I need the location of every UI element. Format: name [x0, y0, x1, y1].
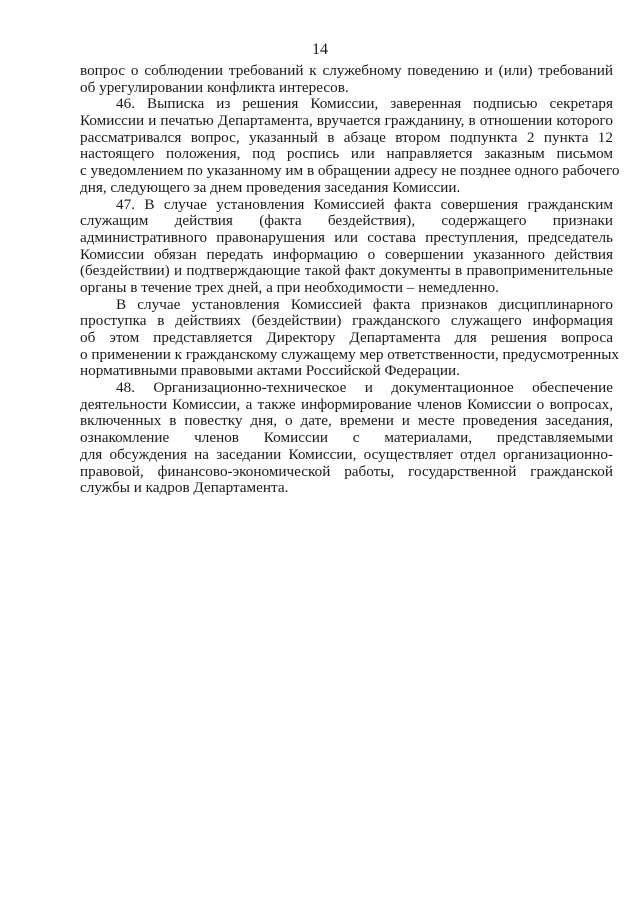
text-line: вопрос о соблюдении требований к служебному поведению и (или) требований: [80, 62, 613, 79]
text-line: рассматривался вопрос, указанный в абзаце втором подпункта 2 пункта 12: [80, 128, 613, 146]
text-line: настоящего положения, под роспись или направляется заказным письмом: [80, 145, 613, 163]
text-line: (бездействии) и подтверждающие такой факт документы в правоприменительные: [80, 262, 613, 280]
paragraph: [80, 63, 613, 96]
paragraph: [80, 95, 620, 196]
text-line: Комиссии и печатью Департамента, вручается гражданину, в отношении которого: [80, 112, 613, 130]
text-line: правовой, финансово-экономической работы, государственной гражданской: [80, 462, 613, 480]
paragraph: [80, 295, 619, 380]
text-line: для обсуждения на заседании Комиссии, осуществляет отдел организационно-: [80, 445, 613, 463]
text-line: 48. Организационно-техническое и документационное обеспечение: [116, 379, 613, 397]
text-line: о применении к гражданскому служащему мер ответственности, предусмотренных: [80, 345, 619, 363]
text-line: В случае установления Комиссией факта признаков дисциплинарного: [116, 295, 613, 313]
text-line: деятельности Комиссии, а также информирование членов Комиссии о вопросах,: [80, 395, 613, 413]
text-line: органы в течение трех дней, а при необходимости – немедленно.: [80, 278, 499, 296]
text-line: включенных в повестку дня, о дате, времени и месте проведения заседания,: [80, 412, 613, 430]
text-line: Комиссии обязан передать информацию о совершении указанного действия: [80, 245, 613, 263]
text-line: 46. Выписка из решения Комиссии, заверенная подписью секретаря: [116, 95, 613, 113]
text-line: об урегулировании конфликта интересов.: [80, 78, 349, 96]
text-line: дня, следующего за днем проведения заседания Комиссии.: [80, 178, 461, 196]
text-line: нормативными правовыми актами Российской Федерации.: [80, 362, 460, 380]
text-line: об этом представляется Директору Департамента для решения вопроса: [80, 329, 613, 346]
text-line: проступка в действиях (бездействии) гражданского служащего информация: [80, 312, 613, 330]
paragraph: [80, 380, 613, 497]
text-line: служащим действия (факта бездействия), содержащего признаки: [80, 212, 613, 230]
text-line: с уведомлением по указанному им в обращении адресу не позднее одного рабочего: [80, 162, 620, 180]
text-line: службы и кадров Департамента.: [80, 479, 289, 497]
text-line: 47. В случае установления Комиссией факта совершения гражданским: [116, 195, 613, 213]
document-body: [80, 62, 620, 497]
text-line: административного правонарушения или состава преступления, председатель: [80, 228, 613, 246]
paragraph: [80, 197, 613, 297]
text-line: ознакомление членов Комиссии с материалами, представляемыми: [80, 429, 613, 447]
page-number: 14: [312, 41, 328, 58]
